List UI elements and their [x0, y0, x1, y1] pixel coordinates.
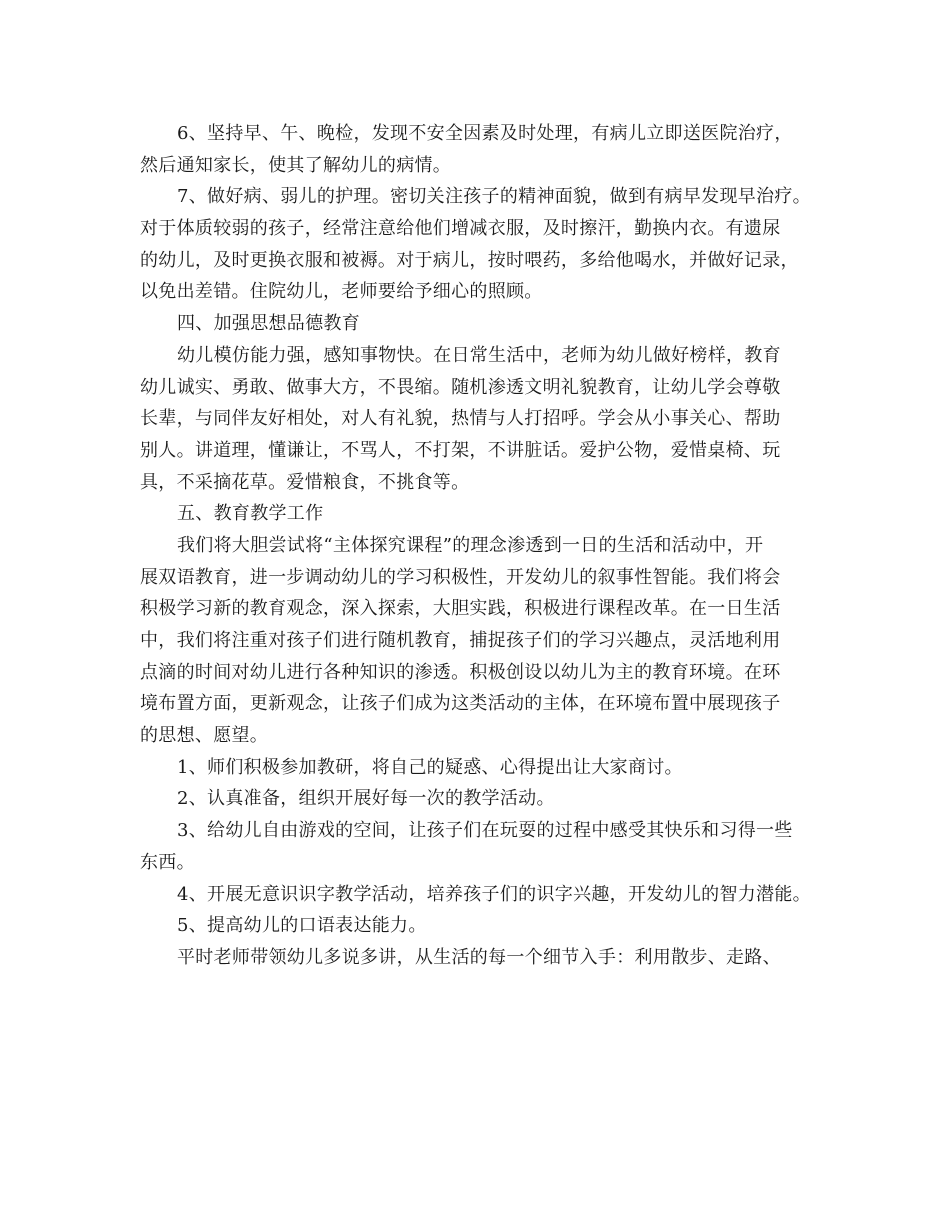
list-item: 5、提高幼儿的口语表达能力。 [177, 915, 427, 937]
paragraph-line: 境布置方面，更新观念，让孩子们成为这类活动的主体，在环境布置中展现孩子 [140, 693, 781, 715]
list-item: 4、开展无意识识字教学活动，培养孩子们的识字兴趣，开发幼儿的智力潜能。 [177, 883, 811, 905]
paragraph-line: 点滴的时间对幼儿进行各种知识的渗透。积极创设以幼儿为主的教育环境。在环 [140, 661, 781, 683]
paragraph-line: 对于体质较弱的孩子，经常注意给他们增减衣服，及时擦汗，勤换内衣。有遗尿 [140, 218, 781, 240]
paragraph-line: 然后通知家长，使其了解幼儿的病情。 [140, 154, 452, 176]
paragraph-line: 幼儿诚实、勇敢、做事大方，不畏缩。随机渗透文明礼貌教育，让幼儿学会尊敬 [140, 376, 781, 398]
paragraph-line: 具，不采摘花草。爱惜粮食，不挑食等。 [140, 471, 470, 493]
paragraph-line: 长辈，与同伴友好相处，对人有礼貌，热情与人打招呼。学会从小事关心、帮助 [140, 408, 781, 430]
paragraph-line: 别人。讲道理，懂谦让，不骂人，不打架，不讲脏话。爱护公物，爱惜桌椅、玩 [140, 439, 781, 461]
paragraph-line: 积极学习新的教育观念，深入探索，大胆实践，积极进行课程改革。在一日生活 [140, 598, 781, 620]
paragraph-line: 平时老师带领幼儿多说多讲，从生活的每一个细节入手：利用散步、走路、 [177, 946, 781, 968]
list-item-continuation: 东西。 [140, 851, 195, 873]
paragraph-line: 以免出差错。住院幼儿，老师要给予细心的照顾。 [140, 281, 543, 303]
paragraph-line: 中，我们将注重对孩子们进行随机教育，捕捉孩子们的学习兴趣点，灵活地利用 [140, 630, 781, 651]
list-item: 1、师们积极参加教研，将自己的疑惑、心得提出让大家商讨。 [177, 756, 683, 778]
paragraph-line: 幼儿模仿能力强，感知事物快。在日常生活中，老师为幼儿做好榜样，教育 [177, 344, 781, 366]
list-item: 2、认真准备，组织开展好每一次的教学活动。 [177, 788, 555, 810]
paragraph-line: 的思想、愿望。 [140, 725, 269, 747]
document-body [140, 118, 820, 974]
paragraph-line: 6、坚持早、午、晚检，发现不安全因素及时处理，有病儿立即送医院治疗， [177, 123, 793, 144]
paragraph-line: 我们将大胆尝试将“主体探究课程”的理念渗透到一日的生活和活动中，开 [177, 534, 764, 556]
paragraph-line: 7、做好病、弱儿的护理。密切关注孩子的精神面貌，做到有病早发现早治疗。 [177, 186, 811, 208]
list-item: 3、给幼儿自由游戏的空间，让孩子们在玩耍的过程中感受其快乐和习得一些 [177, 820, 793, 842]
paragraph-line: 的幼儿，及时更换衣服和被褥。对于病儿，按时喂药，多给他喝水，并做好记录， [140, 249, 799, 271]
paragraph-line: 展双语教育，进一步调动幼儿的学习积极性，开发幼儿的叙事性智能。我们将会 [140, 566, 781, 588]
section-heading: 四、加强思想品德教育 [177, 313, 360, 335]
section-heading: 五、教育教学工作 [177, 503, 324, 525]
